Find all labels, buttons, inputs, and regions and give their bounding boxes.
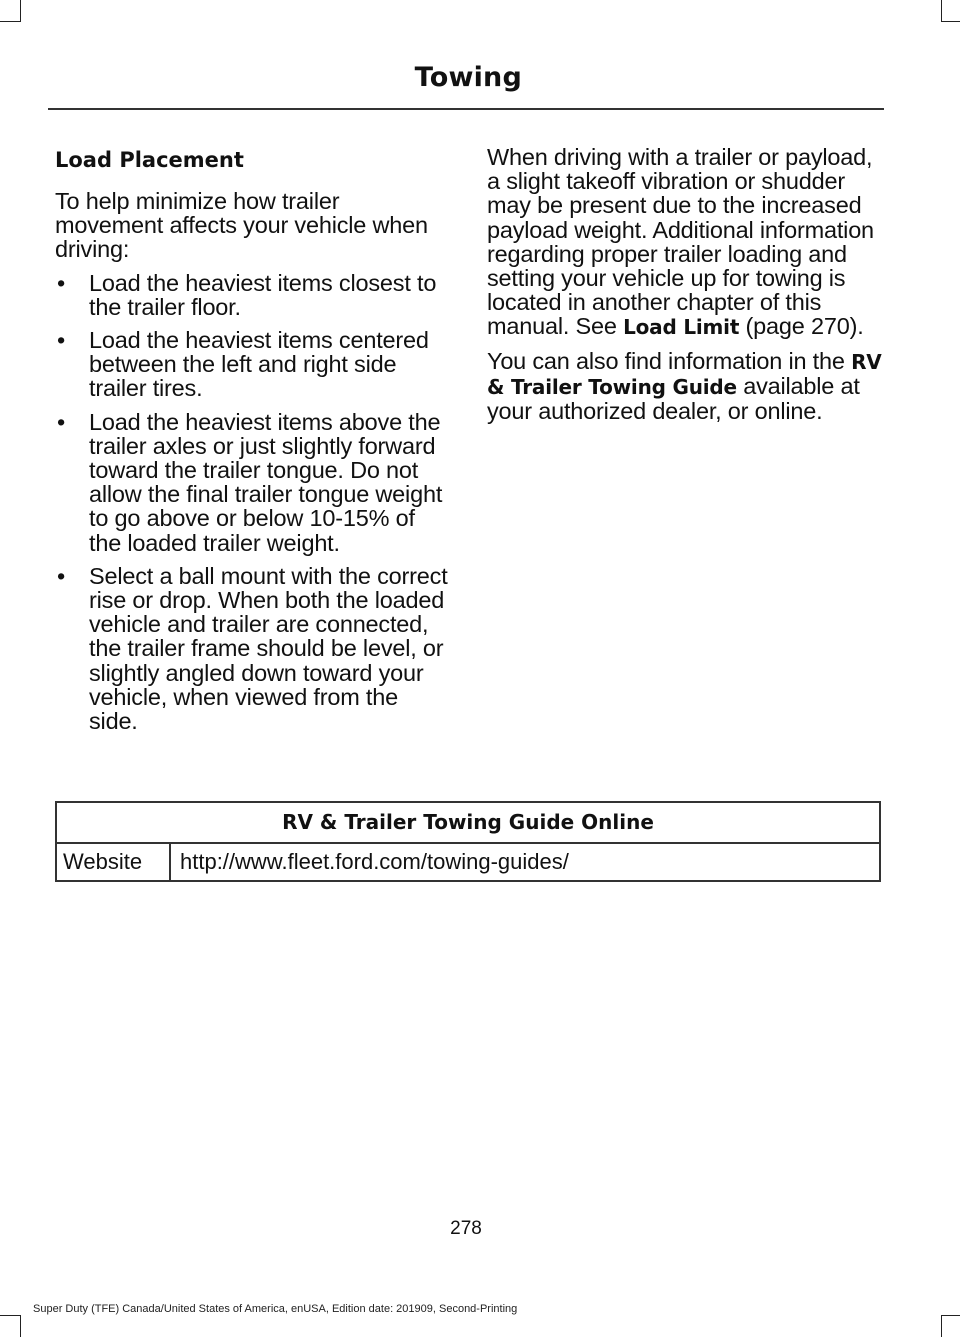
crop-mark bbox=[941, 0, 942, 22]
crop-mark bbox=[0, 21, 21, 22]
towing-guide-table bbox=[55, 801, 881, 882]
load-limit-link[interactable]: Load Limit bbox=[623, 315, 740, 340]
bullet-icon: • bbox=[57, 408, 66, 435]
crop-mark bbox=[941, 21, 960, 22]
right-column bbox=[487, 145, 882, 432]
bullet-icon: • bbox=[57, 562, 66, 589]
footer-text: Super Duty (TFE) Canada/United States of America, enUSA, Edition date: 201909, Second-Printing bbox=[33, 1303, 518, 1315]
table-row bbox=[57, 844, 879, 880]
towing-guide-link[interactable]: RV & Trailer Towing Guide bbox=[487, 349, 882, 399]
crop-mark bbox=[941, 1315, 960, 1316]
left-column bbox=[55, 145, 450, 742]
page-title: Towing bbox=[414, 62, 522, 93]
website-url[interactable]: http://www.fleet.ford.com/towing-guides/ bbox=[180, 849, 569, 874]
intro-paragraph: To help minimize how trailer movement affects your vehicle when driving: bbox=[55, 188, 428, 263]
page-header bbox=[48, 62, 884, 110]
crop-mark bbox=[0, 1315, 21, 1316]
table-key: Website bbox=[57, 844, 171, 880]
list-item: • Select a ball mount with the correct rise or drop. When both the loaded vehicle and trailer are connected, the trailer frame should be level, or slightly angled down toward your vehicle, when viewed from the side. bbox=[57, 562, 448, 735]
list-item: • Load the heaviest items above the trailer axles or just slightly forward toward the trailer tongue. Do not allow the final trailer tongue weight to go above or below 10-15% of the loaded trailer weight. bbox=[57, 408, 443, 556]
table-title: RV & Trailer Towing Guide Online bbox=[57, 803, 879, 844]
crop-mark bbox=[941, 1315, 942, 1337]
load-placement-list bbox=[55, 271, 450, 734]
list-item: • Load the heaviest items closest to the trailer floor. bbox=[57, 269, 437, 320]
crop-mark bbox=[20, 0, 21, 22]
guide-paragraph: You can also find information in the RV & Trailer Towing Guide available at your authorized dealer, or online. bbox=[487, 347, 882, 425]
payload-paragraph: When driving with a trailer or payload, a slight takeoff vibration or shudder may be present due to the increased payload weight. Additional information regarding proper trailer loading and setting your vehicle up for towing is located in another chapter of this manual. See Load Limit (page 270). bbox=[487, 144, 874, 340]
list-item: • Load the heaviest items centered between the left and right side trailer tires. bbox=[57, 327, 429, 402]
crop-mark bbox=[20, 1315, 21, 1337]
bullet-icon: • bbox=[57, 269, 66, 296]
bullet-icon: • bbox=[57, 327, 66, 354]
section-title: Load Placement bbox=[55, 148, 244, 172]
page-number: 278 bbox=[450, 1218, 482, 1239]
